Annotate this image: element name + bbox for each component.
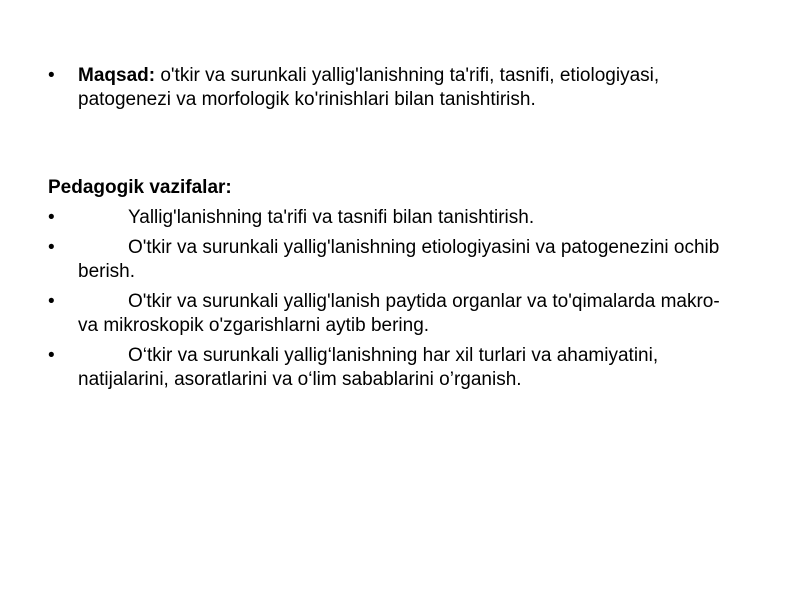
bullet-icon: • <box>48 345 55 366</box>
task-item-2 <box>48 236 738 284</box>
bullet-icon: • <box>48 207 55 228</box>
task-text-2: O'tkir va surunkali yallig'lanishning etiologiyasini va patogenezini ochib berish. <box>78 237 720 282</box>
goal-text-block <box>78 64 738 112</box>
goal-label: Maqsad: <box>78 65 156 86</box>
goal-text: o'tkir va surunkali yallig'lanishning ta'rifi, tasnifi, etiologiyasi, patogenezi va morfologik ko'rinishlari bilan tanishtirish. <box>78 65 660 110</box>
task-item-3 <box>48 290 738 338</box>
bullet-icon: • <box>48 65 55 86</box>
task-text-1: Yallig'lanishning ta'rifi va tasnifi bilan tanishtirish. <box>128 207 535 228</box>
task-text-4: O‘tkir va surunkali yallig‘lanishning har xil turlari va ahamiyatini, natijalarini, asoratlarini va o‘lim sabablarini o’rganish. <box>78 345 659 390</box>
goal-paragraph <box>48 64 738 112</box>
bullet-icon: • <box>48 237 55 258</box>
task-text-3: O'tkir va surunkali yallig'lanish paytida organlar va to'qimalarda makro- va mikroskopik o'zgarishlarni aytib bering. <box>78 291 720 336</box>
task-item-1 <box>48 206 738 230</box>
tasks-heading: Pedagogik vazifalar: <box>48 177 232 198</box>
bullet-icon: • <box>48 291 55 312</box>
task-item-4 <box>48 344 738 392</box>
